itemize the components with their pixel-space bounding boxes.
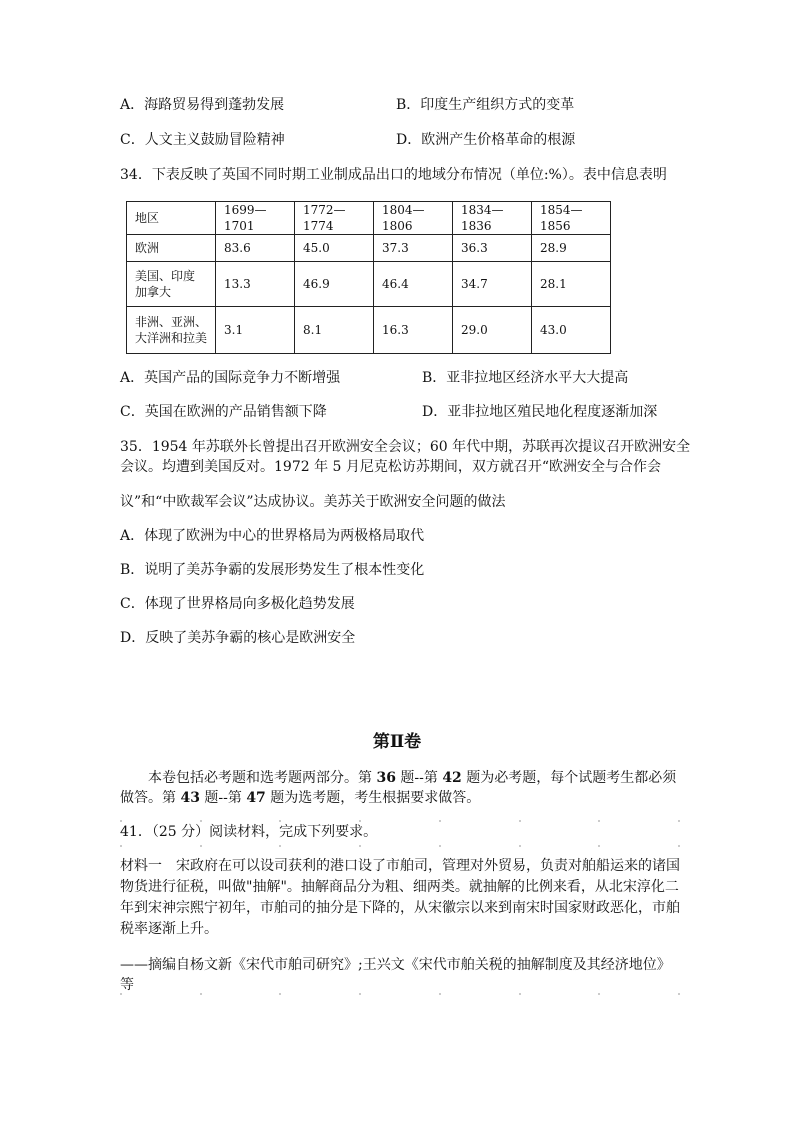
section-intro-line xyxy=(148,768,676,788)
table-cell: 13.3 xyxy=(216,262,295,307)
intro-text: 做答。第 xyxy=(120,790,181,806)
q34-option-c: C．英国在欧洲的产品销售额下降 xyxy=(120,404,327,420)
q41-material-line: 年到宋神宗熙宁初年，市舶司的抽分是下降的，从宋徽宗以来到南宋时国家财政恶化，市舶 xyxy=(120,900,680,916)
q41-source-line: 等 xyxy=(120,977,134,993)
q35-stem-line: 35．1954 年苏联外长曾提出召开欧洲安全会议；60 年代中期，苏联再次提议召开欧洲安全 xyxy=(120,439,691,455)
q33-option-b: B．印度生产组织方式的变革 xyxy=(396,97,575,113)
q34-option-b: B．亚非拉地区经济水平大大提高 xyxy=(422,370,629,386)
table-header-cell: 1772—1774 xyxy=(295,202,374,235)
q41-stem: 41．（25 分）阅读材料，完成下列要求。 xyxy=(120,824,378,840)
region-label: 美国、印度 xyxy=(135,269,196,283)
region-label: 非洲、亚洲、 xyxy=(135,315,208,329)
question-number: 42 xyxy=(442,770,462,786)
table-region-cell xyxy=(127,307,216,354)
table-row xyxy=(127,262,611,307)
q35-option-a: A．体现了欧洲为中心的世界格局为两极格局取代 xyxy=(120,528,425,544)
intro-text: 题为必考题，每个试题考生都必须 xyxy=(461,770,677,786)
table-header-row xyxy=(127,202,611,235)
table-cell: 3.1 xyxy=(216,307,295,354)
q34-option-a: A．英国产品的国际竞争力不断增强 xyxy=(120,370,341,386)
table-header-cell: 1834—1836 xyxy=(453,202,532,235)
q35-stem-line: 议”和“中欧裁军会议”达成协议。美苏关于欧洲安全问题的做法 xyxy=(120,494,506,510)
table-header-cell: 1699—1701 xyxy=(216,202,295,235)
table-cell: 28.9 xyxy=(532,235,611,262)
q35-option-c: C．体现了世界格局向多极化趋势发展 xyxy=(120,596,355,612)
table-header-cell: 地区 xyxy=(127,202,216,235)
table-cell: 37.3 xyxy=(374,235,453,262)
table-cell: 16.3 xyxy=(374,307,453,354)
table-cell: 34.7 xyxy=(453,262,532,307)
table-cell: 36.3 xyxy=(453,235,532,262)
table-cell: 45.0 xyxy=(295,235,374,262)
q41-material-line: 税率逐渐上升。 xyxy=(120,921,218,937)
q41-source-line: ——摘编自杨文新《宋代市舶司研究》;王兴文《宋代市舶关税的抽解制度及其经济地位》 xyxy=(120,957,671,973)
table-header-cell: 1804—1806 xyxy=(374,202,453,235)
intro-text: 题为选考题，考生根据要求做答。 xyxy=(265,790,481,806)
intro-text: 题--第 xyxy=(395,770,443,786)
q34-stem: 34．下表反映了英国不同时期工业制成品出口的地域分布情况（单位:%）。表中信息表明 xyxy=(120,167,667,183)
table-cell: 28.1 xyxy=(532,262,611,307)
region-label: 大洋洲和拉美 xyxy=(135,331,208,345)
q34-option-d: D．亚非拉地区殖民地化程度逐渐加深 xyxy=(422,404,658,420)
q35-stem-line: 会议。均遭到美国反对。1972 年 5 月尼克松访苏期间，双方就召开“欧洲安全与合作会 xyxy=(120,459,662,475)
q41-material-line: 材料一 宋政府在可以设司获利的港口设了市舶司，管理对外贸易，负责对舶船运来的诸国 xyxy=(120,858,680,874)
table-region-cell xyxy=(127,235,216,262)
q33-option-d: D．欧洲产生价格革命的根源 xyxy=(396,132,576,148)
table-row xyxy=(127,235,611,262)
dotted-separator xyxy=(120,845,680,847)
question-number: 47 xyxy=(246,790,266,806)
intro-text: 本卷包括必考题和选考题两部分。第 xyxy=(148,770,377,786)
q33-option-c: C．人文主义鼓励冒险精神 xyxy=(120,132,285,148)
table-region-cell xyxy=(127,262,216,307)
q41-material-line: 物货进行征税，叫做"抽解"。抽解商品分为粗、细两类。就抽解的比例来看，从北宋淳化二 xyxy=(120,879,679,895)
table-header-cell: 1854—1856 xyxy=(532,202,611,235)
q33-option-a: A．海路贸易得到蓬勃发展 xyxy=(120,97,285,113)
export-distribution-table xyxy=(126,201,611,354)
region-label: 加拿大 xyxy=(135,285,172,299)
q35-option-b: B．说明了美苏争霸的发展形势发生了根本性变化 xyxy=(120,562,425,578)
section-intro-line xyxy=(120,788,480,808)
table-cell: 43.0 xyxy=(532,307,611,354)
question-number: 36 xyxy=(376,770,396,786)
table-cell: 46.4 xyxy=(374,262,453,307)
table-cell: 46.9 xyxy=(295,262,374,307)
table-cell: 83.6 xyxy=(216,235,295,262)
section-heading: 第Ⅱ卷 xyxy=(372,732,422,752)
intro-text: 题--第 xyxy=(199,790,247,806)
table-row xyxy=(127,307,611,354)
dotted-separator xyxy=(120,993,680,995)
question-number: 43 xyxy=(180,790,200,806)
table-cell: 29.0 xyxy=(453,307,532,354)
table-cell: 8.1 xyxy=(295,307,374,354)
q35-option-d: D．反映了美苏争霸的核心是欧洲安全 xyxy=(120,630,356,646)
region-label: 欧洲 xyxy=(135,241,160,255)
